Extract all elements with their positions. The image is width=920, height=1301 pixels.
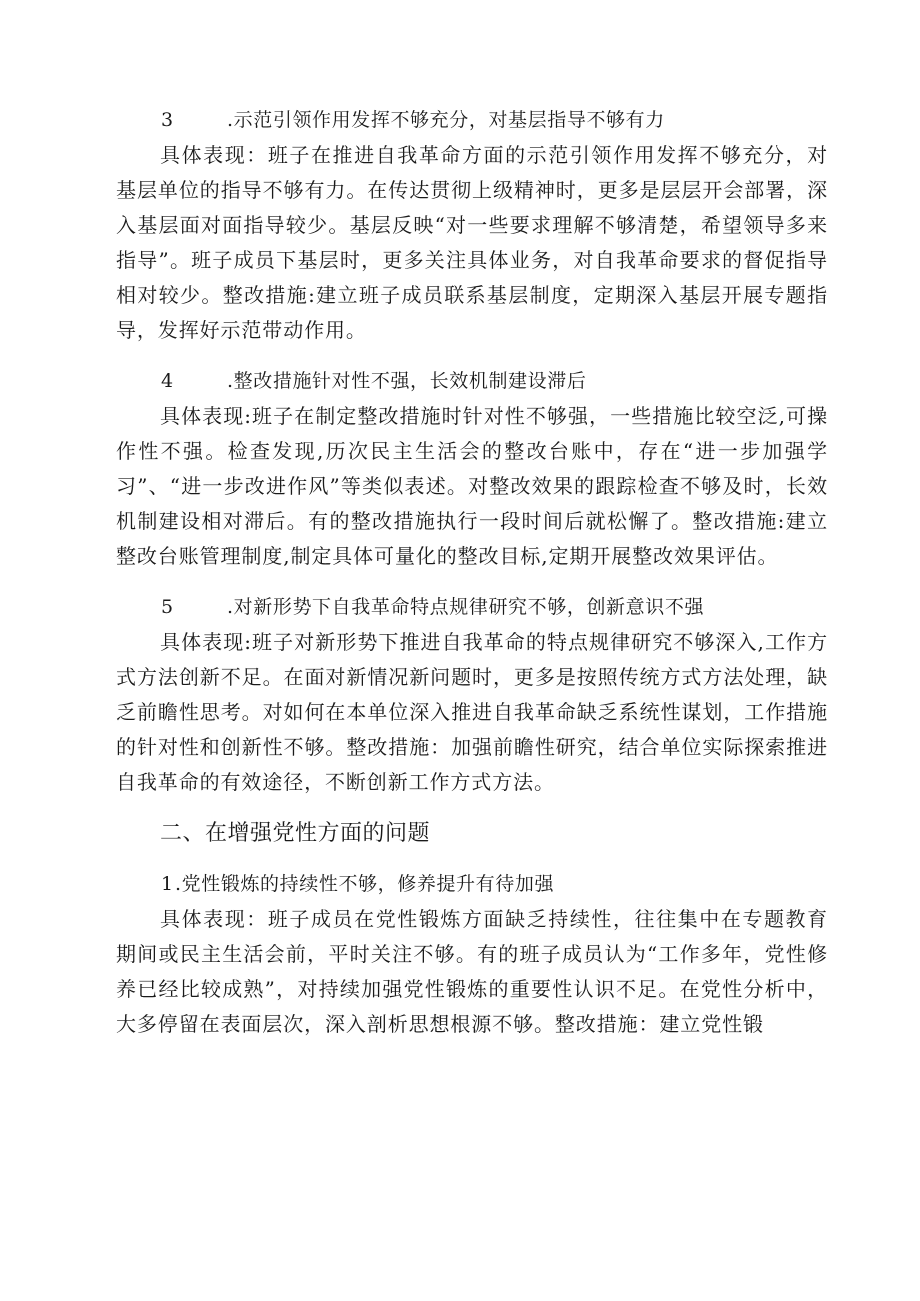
paragraph: 具体表现：班子成员在党性锻炼方面缺乏持续性，往往集中在专题教育期间或民主生活会前，平时关注不够。有的班子成员认为“工作多年，党性修养已经比较成熟”，对持续加强党性锻炼的重要性认识不足。在党性分析中，大多停留在表面层次，深入剖析思想根源不够。整改措施：建立党性锻 [116, 907, 828, 1036]
sub-heading-title: .党性锻炼的持续性不够，修养提升有待加强 [175, 873, 555, 895]
sub-heading-5 [116, 590, 828, 625]
sub-heading-number: 4 [161, 370, 174, 392]
section-heading: 二、在增强党性方面的问题 [160, 821, 431, 846]
sub-heading-title: .整改措施针对性不强，长效机制建设滞后 [227, 370, 587, 392]
sub-heading-number: 5 [161, 596, 174, 618]
sub-heading-number: 3 [161, 109, 174, 131]
sub-heading-1 [116, 867, 828, 902]
sub-heading-title: .示范引领作用发挥不够充分，对基层指导不够有力 [227, 109, 665, 131]
sub-heading-4 [116, 364, 828, 399]
paragraph: 具体表现:班子对新形势下推进自我革命的特点规律研究不够深入,工作方式方法创新不足。在面对新情况新问题时，更多是按照传统方式方法处理，缺乏前瞻性思考。对如何在本单位深入推进自我革命缺乏系统性谋划，工作措施的针对性和创新性不够。整改措施：加强前瞻性研究，结合单位实际探索推进自我革命的有效途径，不断创新工作方式方法。 [116, 630, 828, 794]
sub-heading-3 [116, 103, 828, 138]
paragraph: 具体表现：班子在推进自我革命方面的示范引领作用发挥不够充分，对基层单位的指导不够有力。在传达贯彻上级精神时，更多是层层开会部署，深入基层面对面指导较少。基层反映“对一些要求理解不够清楚，希望领导多来指导”。班子成员下基层时，更多关注具体业务，对自我革命要求的督促指导相对较少。整改措施:建立班子成员联系基层制度，定期深入基层开展专题指导，发挥好示范带动作用。 [116, 143, 828, 342]
sub-heading-number: 1 [161, 873, 174, 895]
sub-heading-title: .对新形势下自我革命特点规律研究不够，创新意识不强 [227, 596, 705, 618]
document-body [116, 103, 828, 1042]
paragraph: 具体表现:班子在制定整改措施时针对性不够强，一些措施比较空泛,可操作性不强。检查发现,历次民主生活会的整改台账中，存在“进一步加强学习”、“进一步改进作风”等类似表述。对整改效果的跟踪检查不够及时，长效机制建设相对滞后。有的整改措施执行一段时间后就松懈了。整改措施:建立整改台账管理制度,制定具体可量化的整改目标,定期开展整改效果评估。 [116, 404, 828, 568]
